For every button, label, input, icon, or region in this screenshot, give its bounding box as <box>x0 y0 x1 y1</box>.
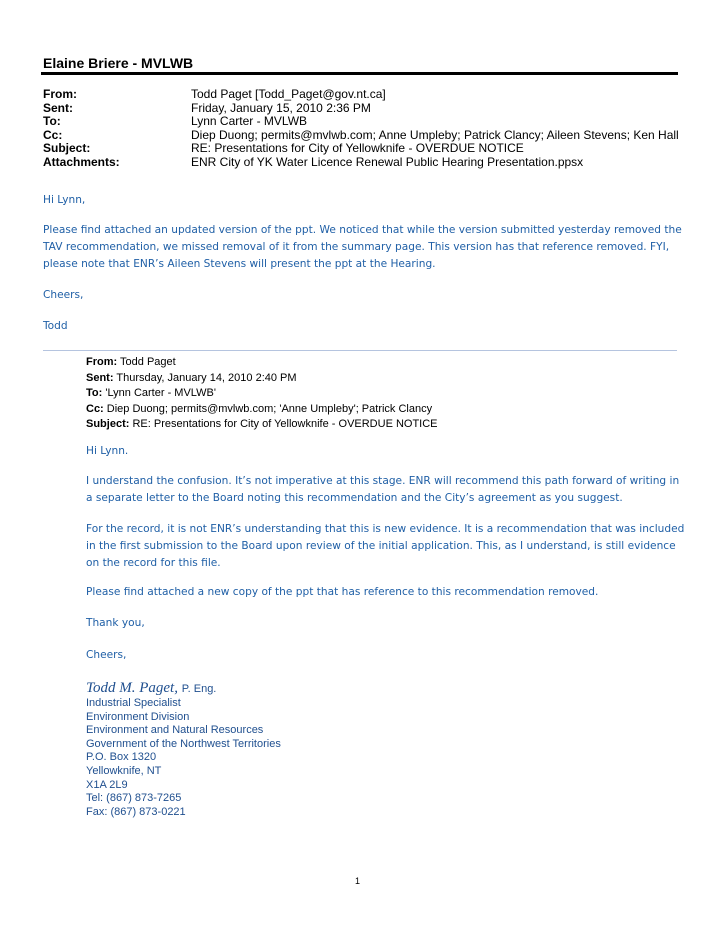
quoted-closing: Cheers, <box>86 649 127 661</box>
quoted-label: From: <box>86 356 118 368</box>
quoted-greeting: Hi Lynn. <box>86 445 129 457</box>
quoted-paragraph-2: For the record, it is not ENR’s understanding that this is new evidence. It is a recommendation that was included in the first submission to the Board upon review of the initial application. This, as I understand, is still evidence on the record for this file. <box>86 523 685 569</box>
quoted-from <box>86 355 176 371</box>
body-sender: Todd <box>43 320 68 332</box>
quoted-subject <box>86 417 438 433</box>
attachment-link[interactable]: ENR City of YK Water Licence Renewal Public Hearing Presentation.ppsx <box>191 154 584 169</box>
signature-name-text: Todd M. Paget, <box>86 680 178 696</box>
body-greeting: Hi Lynn, <box>43 194 86 206</box>
body-paragraph: Please find attached an updated version of the ppt. We noticed that while the version submitted yesterday removed the TAV recommendation, we missed removal of it from the summary page. This version has that reference removed. FYI, please note that ENR’s Aileen Stevens will present the ppt at the Hearing. <box>43 224 682 270</box>
signature-line: Environment and Natural Resources <box>86 724 264 737</box>
header-label: From: <box>43 87 77 101</box>
quoted-value: Diep Duong; permits@mvlwb.com; 'Anne Umpleby'; Patrick Clancy <box>106 402 433 415</box>
quoted-value: RE: Presentations for City of Yellowknife - OVERDUE NOTICE <box>132 418 438 430</box>
header-value: Diep Duong; permits@mvlwb.com; Anne Umpleby; Patrick Clancy; Aileen Stevens; Ken Hall <box>191 127 679 142</box>
signature-line: Yellowknife, NT <box>86 764 162 777</box>
signature-block <box>86 697 281 819</box>
page-number: 1 <box>355 876 361 886</box>
signature-line: Industrial Specialist <box>86 697 181 709</box>
quoted-label: Cc: <box>86 402 104 415</box>
header-label: Attachments: <box>43 154 120 169</box>
quoted-to <box>86 386 216 402</box>
signature-credential: P. Eng. <box>181 683 217 695</box>
quoted-value: Thursday, January 14, 2010 2:40 PM <box>116 371 297 384</box>
quoted-thanks: Thank you, <box>86 617 145 629</box>
header-label: To: <box>43 114 61 128</box>
email-title: Elaine Briere - MVLWB <box>43 55 194 71</box>
header-value: Todd Paget [Todd_Paget@gov.nt.ca] <box>191 87 386 101</box>
title-rule <box>41 72 678 75</box>
header-label: Cc: <box>43 127 63 142</box>
quoted-label: Subject: <box>86 418 130 430</box>
signature-line: X1A 2L9 <box>86 778 128 791</box>
quoted-label: To: <box>86 387 103 399</box>
signature-line: Environment Division <box>86 710 190 723</box>
header-label: Subject: <box>43 141 91 155</box>
quoted-sent <box>86 371 297 387</box>
signature-line: Fax: (867) 873-0221 <box>86 805 186 818</box>
signature-line: Tel: (867) 873-7265 <box>86 792 182 805</box>
header-label: Sent: <box>43 100 73 115</box>
body-closing: Cheers, <box>43 289 84 301</box>
quoted-label: Sent: <box>86 371 114 384</box>
quoted-value: Todd Paget <box>120 356 176 368</box>
quote-divider <box>43 350 677 351</box>
header-value: Friday, January 15, 2010 2:36 PM <box>191 100 371 115</box>
header-value: Lynn Carter - MVLWB <box>191 114 308 128</box>
quoted-paragraph-1: I understand the confusion. It’s not imperative at this stage. ENR will recommend this path forward of writing in a separate letter to the Board noting this recommendation and the City’s agreement as you suggest. <box>86 475 680 504</box>
signature-line: Government of the Northwest Territories <box>86 737 281 750</box>
quoted-value: 'Lynn Carter - MVLWB' <box>105 387 216 399</box>
signature-line: P.O. Box 1320 <box>86 751 157 764</box>
quoted-paragraph-3: Please find attached a new copy of the ppt that has reference to this recommendation removed. <box>86 586 599 598</box>
signature-name <box>86 680 216 697</box>
quoted-cc <box>86 402 432 418</box>
header-value: RE: Presentations for City of Yellowknife - OVERDUE NOTICE <box>191 141 524 155</box>
